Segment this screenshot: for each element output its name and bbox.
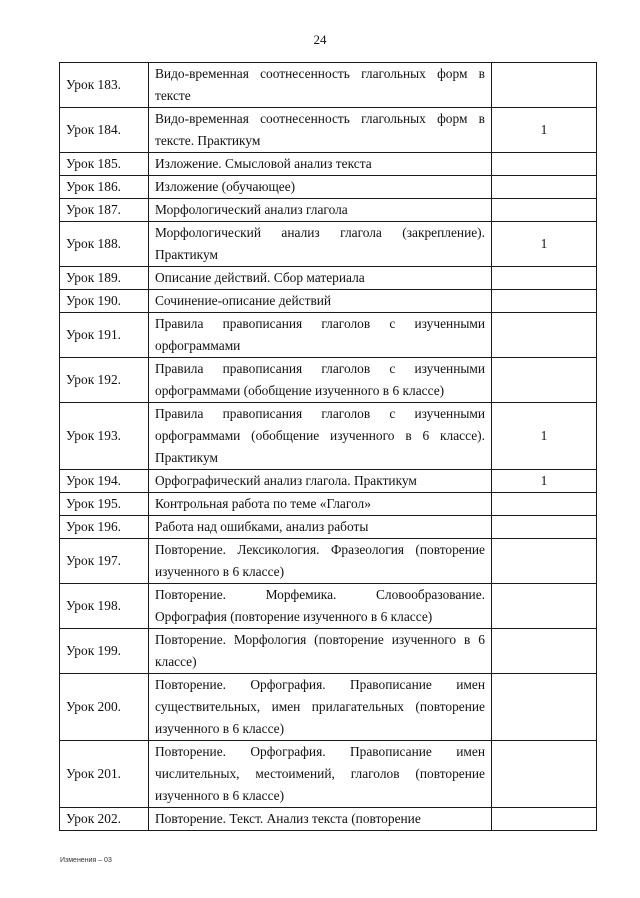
practicum-hours-cell: [492, 539, 597, 584]
table-row: [60, 493, 597, 516]
table-row: [60, 176, 597, 199]
practicum-hours-cell: [492, 313, 597, 358]
lesson-topic-cell: Видо-временная соотнесенность глагольных форм в тексте. Практикум: [149, 108, 492, 153]
practicum-hours-cell: [492, 199, 597, 222]
lesson-number-cell: Урок 202.: [60, 808, 149, 831]
table-row: [60, 470, 597, 493]
table-row: [60, 267, 597, 290]
practicum-hours-cell: [492, 153, 597, 176]
lesson-number-cell: Урок 200.: [60, 674, 149, 741]
lesson-topic-cell: Видо-временная соотнесенность глагольных форм в тексте: [149, 63, 492, 108]
lesson-topic-cell: Контрольная работа по теме «Глагол»: [149, 493, 492, 516]
practicum-hours-cell: [492, 516, 597, 539]
table-row: [60, 674, 597, 741]
table-row: [60, 63, 597, 108]
page-number: 24: [313, 32, 327, 47]
practicum-hours-cell: 1: [492, 108, 597, 153]
lesson-number-cell: Урок 198.: [60, 584, 149, 629]
lesson-number-cell: Урок 193.: [60, 403, 149, 470]
practicum-hours-cell: [492, 629, 597, 674]
lesson-number-cell: Урок 191.: [60, 313, 149, 358]
lesson-topic-cell: Повторение. Орфография. Правописание имен существительных, имен прилагательных (повторение изученного в 6 классе): [149, 674, 492, 741]
lesson-topic-cell: Повторение. Орфография. Правописание имен числительных, местоимений, глаголов (повторение изученного в 6 классе): [149, 741, 492, 808]
lesson-number-cell: Урок 185.: [60, 153, 149, 176]
table-row: [60, 153, 597, 176]
practicum-hours-cell: 1: [492, 403, 597, 470]
practicum-hours-cell: [492, 584, 597, 629]
table-row: [60, 741, 597, 808]
practicum-hours-cell: [492, 493, 597, 516]
table-row: [60, 108, 597, 153]
table-row: [60, 808, 597, 831]
table-row: [60, 313, 597, 358]
table-row: [60, 199, 597, 222]
table-row: [60, 222, 597, 267]
lesson-topic-cell: Повторение. Морфология (повторение изученного в 6 классе): [149, 629, 492, 674]
footer-note: Изменения – 03: [60, 857, 112, 864]
table-row: [60, 539, 597, 584]
table-row: [60, 358, 597, 403]
lesson-topic-cell: Изложение (обучающее): [149, 176, 492, 199]
lesson-topic-cell: Повторение. Морфемика. Словообразование. Орфография (повторение изученного в 6 классе): [149, 584, 492, 629]
practicum-hours-cell: [492, 63, 597, 108]
practicum-hours-cell: 1: [492, 222, 597, 267]
lesson-number-cell: Урок 190.: [60, 290, 149, 313]
table-row: [60, 629, 597, 674]
lesson-number-cell: Урок 187.: [60, 199, 149, 222]
lesson-number-cell: Урок 188.: [60, 222, 149, 267]
lesson-topic-cell: Правила правописания глаголов с изученными орфограммами (обобщение изученного в 6 классе): [149, 358, 492, 403]
lesson-topic-cell: Морфологический анализ глагола (закрепление). Практикум: [149, 222, 492, 267]
table-row: [60, 290, 597, 313]
lesson-number-cell: Урок 184.: [60, 108, 149, 153]
lesson-number-cell: Урок 195.: [60, 493, 149, 516]
lesson-number-cell: Урок 199.: [60, 629, 149, 674]
lesson-topic-cell: Орфографический анализ глагола. Практикум: [149, 470, 492, 493]
lesson-topic-cell: Правила правописания глаголов с изученными орфограммами (обобщение изученного в 6 классе). Практикум: [149, 403, 492, 470]
lesson-number-cell: Урок 189.: [60, 267, 149, 290]
table-row: [60, 403, 597, 470]
practicum-hours-cell: [492, 290, 597, 313]
lesson-topic-cell: Изложение. Смысловой анализ текста: [149, 153, 492, 176]
practicum-hours-cell: 1: [492, 470, 597, 493]
lessons-table: [59, 62, 597, 831]
lesson-number-cell: Урок 192.: [60, 358, 149, 403]
lesson-topic-cell: Повторение. Лексикология. Фразеология (повторение изученного в 6 классе): [149, 539, 492, 584]
lesson-number-cell: Урок 201.: [60, 741, 149, 808]
practicum-hours-cell: [492, 808, 597, 831]
practicum-hours-cell: [492, 267, 597, 290]
lesson-number-cell: Урок 183.: [60, 63, 149, 108]
practicum-hours-cell: [492, 741, 597, 808]
lesson-topic-cell: Описание действий. Сбор материала: [149, 267, 492, 290]
lesson-number-cell: Урок 194.: [60, 470, 149, 493]
lessons-table-body: [60, 63, 597, 831]
lesson-number-cell: Урок 196.: [60, 516, 149, 539]
lesson-topic-cell: Работа над ошибками, анализ работы: [149, 516, 492, 539]
table-row: [60, 584, 597, 629]
lesson-topic-cell: Правила правописания глаголов с изученными орфограммами: [149, 313, 492, 358]
lesson-number-cell: Урок 186.: [60, 176, 149, 199]
lesson-topic-cell: Повторение. Текст. Анализ текста (повторение: [149, 808, 492, 831]
practicum-hours-cell: [492, 176, 597, 199]
practicum-hours-cell: [492, 674, 597, 741]
lesson-topic-cell: Сочинение-описание действий: [149, 290, 492, 313]
lesson-number-cell: Урок 197.: [60, 539, 149, 584]
practicum-hours-cell: [492, 358, 597, 403]
lesson-topic-cell: Морфологический анализ глагола: [149, 199, 492, 222]
table-row: [60, 516, 597, 539]
